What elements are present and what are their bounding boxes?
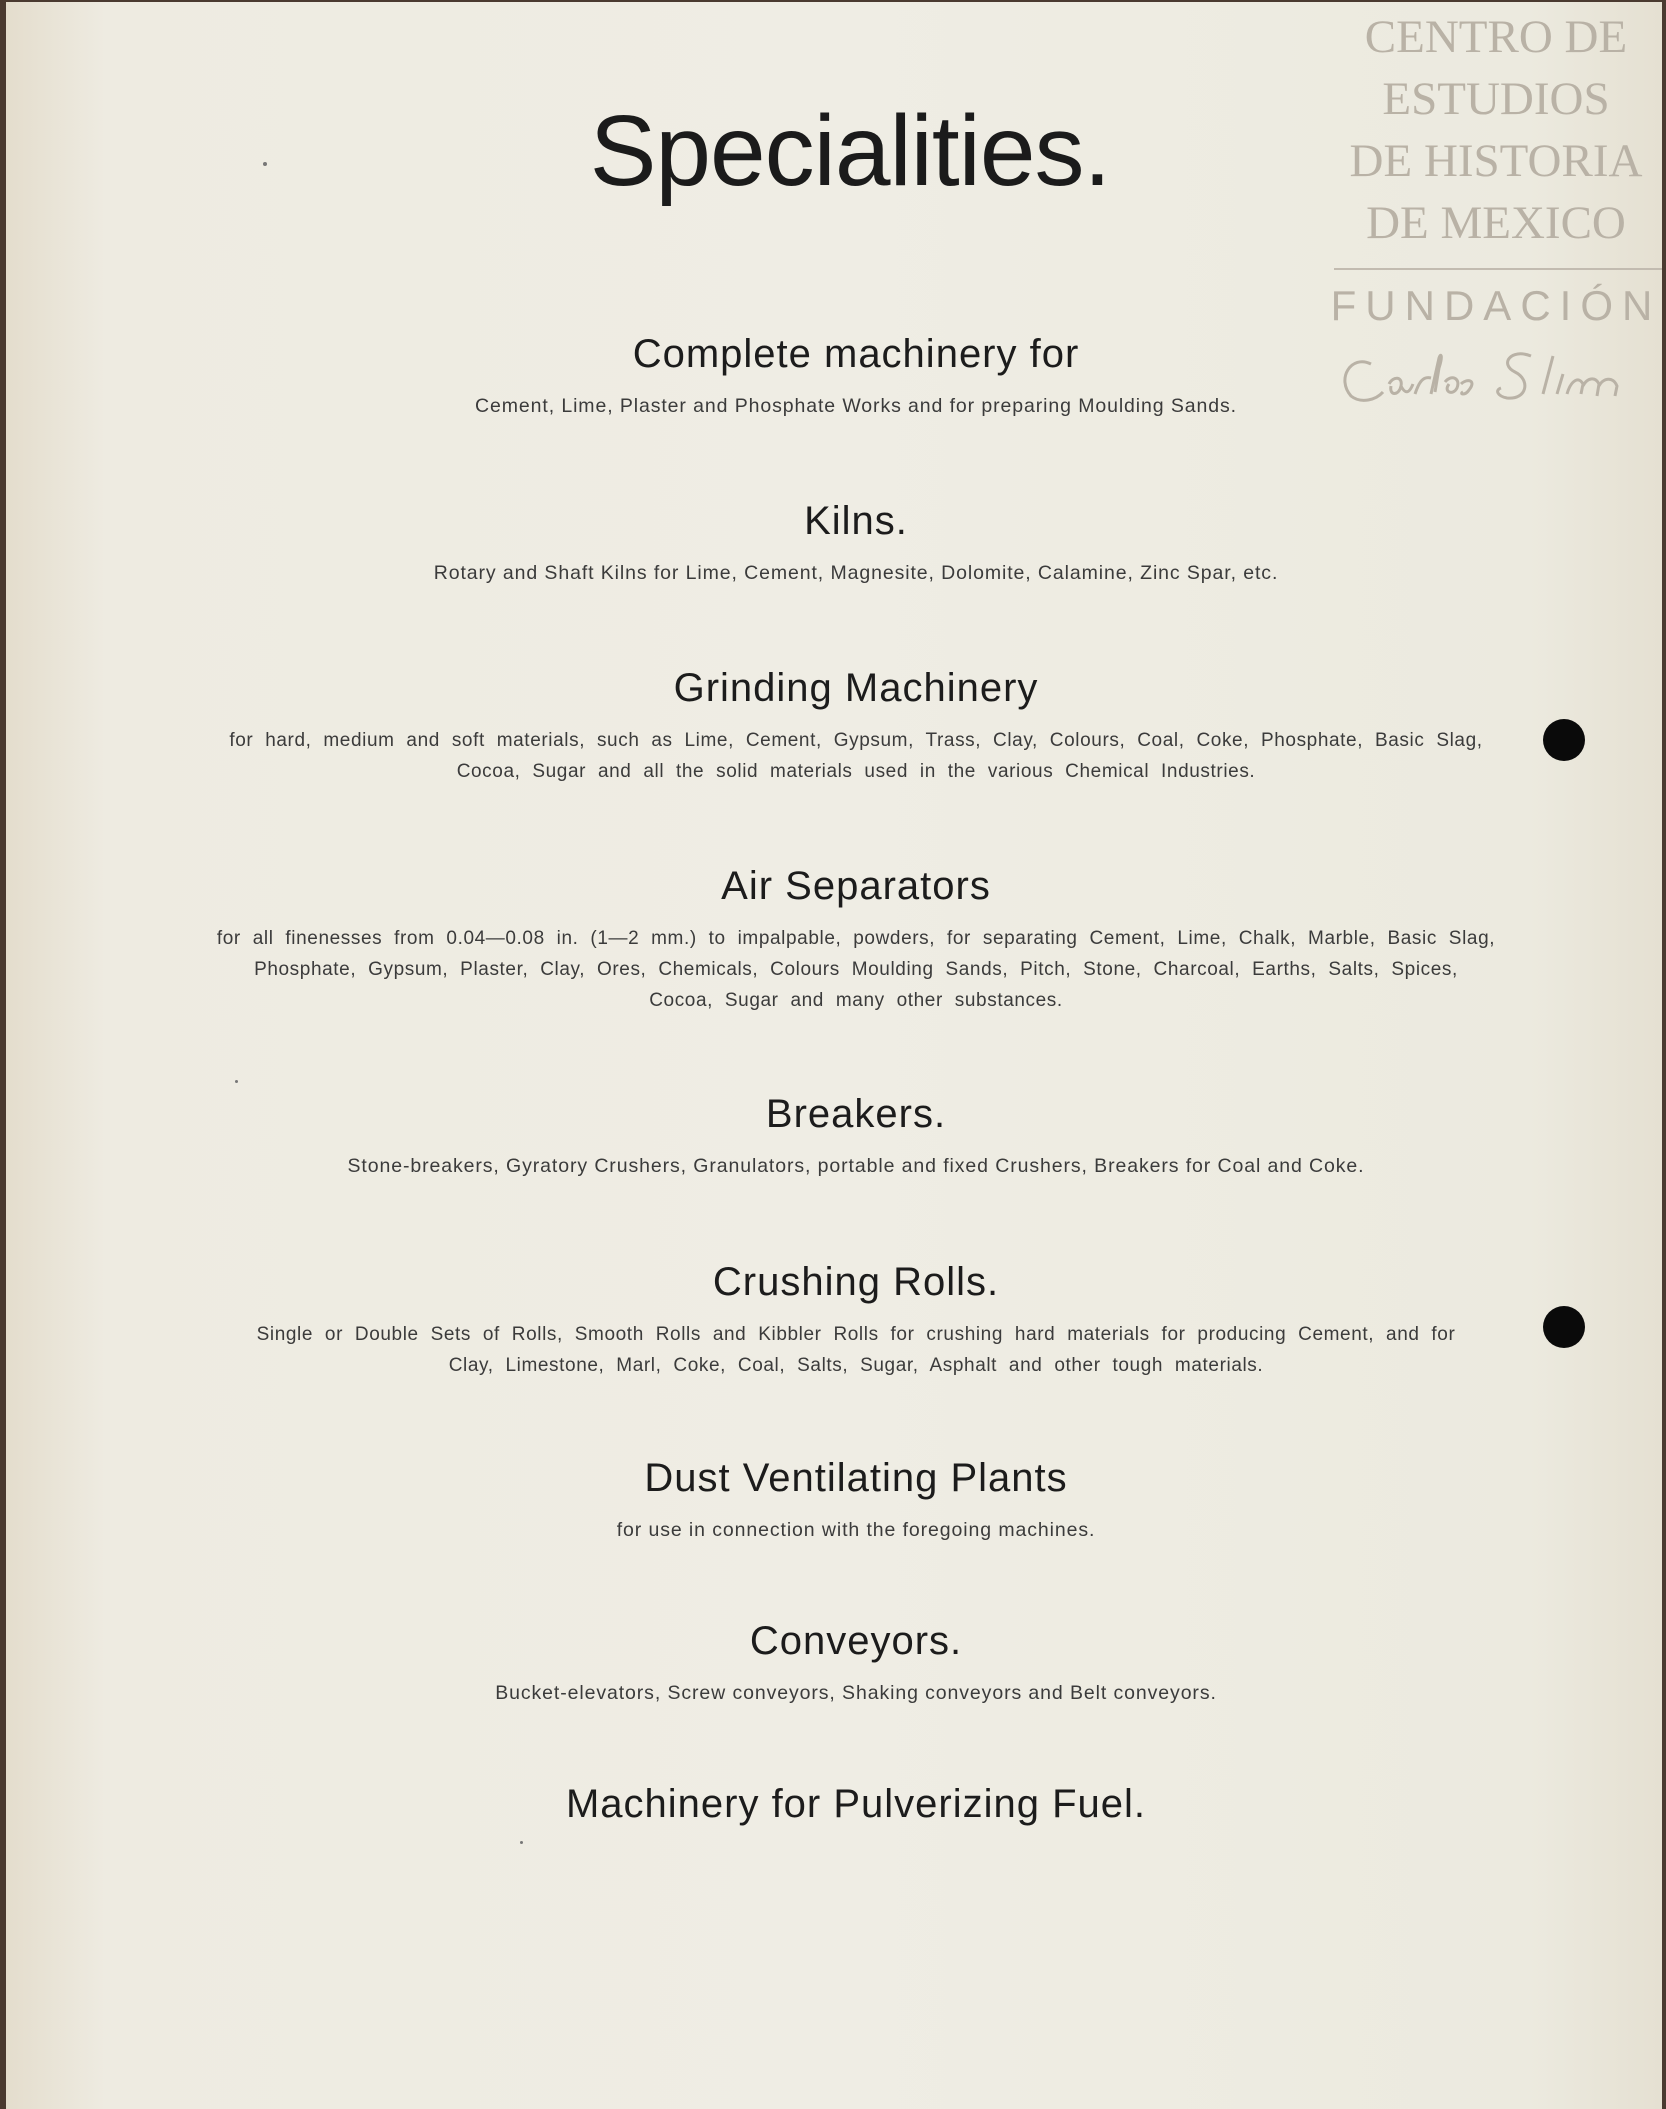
paper-speck <box>520 1841 523 1844</box>
description-line: Clay, Limestone, Marl, Coke, Coal, Salts, Sugar, Asphalt and other tough materials. <box>448 1355 1264 1376</box>
punch-hole <box>1543 719 1585 761</box>
watermark-line: DE MEXICO <box>1366 197 1626 249</box>
signature-svg <box>1331 334 1661 414</box>
description-line: Rotary and Shaft Kilns for Lime, Cement, Magnesite, Dolomite, Calamine, Zinc Spar, etc. <box>433 562 1279 584</box>
description-line: Cocoa, Sugar and all the solid materials used in the various Chemical Industries. <box>456 761 1256 782</box>
section-description <box>156 558 1556 589</box>
section-heading: Complete machinery for <box>632 332 1080 376</box>
punch-hole <box>1543 1306 1585 1348</box>
watermark-line: ESTUDIOS <box>1382 73 1610 125</box>
page-title: Specialities. <box>589 95 1111 207</box>
section-heading: Conveyors. <box>749 1619 963 1663</box>
section-heading: Kilns. <box>804 499 908 543</box>
section-kilns <box>156 499 1556 589</box>
description-line: for hard, medium and soft materials, such as Lime, Cement, Gypsum, Trass, Clay, Colours, Coal, Coke, Phosphate, Basic Slag, <box>229 730 1483 751</box>
section-description <box>156 725 1556 787</box>
section-crushing-rolls <box>156 1260 1556 1381</box>
section-grinding-machinery <box>156 666 1556 787</box>
description-line: Cocoa, Sugar and many other substances. <box>649 990 1063 1011</box>
watermark-line: DE HISTORIA <box>1349 135 1643 187</box>
section-description <box>156 1515 1556 1546</box>
watermark-rule <box>1334 268 1662 270</box>
watermark-foundation: FUNDACIÓN <box>1330 282 1662 329</box>
watermark-line: CENTRO DE <box>1364 11 1628 63</box>
description-line: Cement, Lime, Plaster and Phosphate Works and for preparing Moulding Sands. <box>475 395 1237 417</box>
description-line: Phosphate, Gypsum, Plaster, Clay, Ores, Chemicals, Colours Moulding Sands, Pitch, Stone, Charcoal, Earths, Salts, Spices, <box>254 959 1458 980</box>
section-conveyors <box>156 1619 1556 1709</box>
section-description <box>156 1319 1556 1381</box>
description-line: for use in connection with the foregoing machines. <box>616 1519 1096 1541</box>
section-dust-ventilating <box>156 1456 1556 1546</box>
section-air-separators <box>156 864 1556 1016</box>
paper-speck <box>263 162 267 166</box>
section-heading: Crushing Rolls. <box>712 1260 1000 1304</box>
section-heading: Air Separators <box>721 864 991 908</box>
description-line: for all finenesses from 0.04—0.08 in. (1—2 mm.) to impalpable, powders, for separating Cement, Lime, Chalk, Marble, Basic Slag, <box>216 928 1496 949</box>
paper-speck <box>235 1080 238 1083</box>
section-heading: Dust Ventilating Plants <box>644 1456 1068 1500</box>
signature-logo <box>1326 334 1662 419</box>
description-line: Bucket-elevators, Screw conveyors, Shaking conveyors and Belt conveyors. <box>495 1682 1217 1704</box>
section-heading: Machinery for Pulverizing Fuel. <box>565 1782 1147 1826</box>
archive-watermark <box>1326 6 1662 419</box>
document-page <box>6 2 1662 2109</box>
description-line: Stone-breakers, Gyratory Crushers, Granulators, portable and fixed Crushers, Breakers for Coal and Coke. <box>347 1155 1365 1177</box>
section-breakers <box>156 1092 1556 1182</box>
section-heading: Breakers. <box>765 1092 947 1136</box>
section-description <box>156 1151 1556 1182</box>
section-heading: Grinding Machinery <box>673 666 1039 710</box>
section-pulverizing-fuel <box>156 1782 1556 1827</box>
section-description <box>156 1678 1556 1709</box>
description-line: Single or Double Sets of Rolls, Smooth Rolls and Kibbler Rolls for crushing hard materials for producing Cement, and for <box>256 1324 1456 1345</box>
section-description <box>156 923 1556 1016</box>
